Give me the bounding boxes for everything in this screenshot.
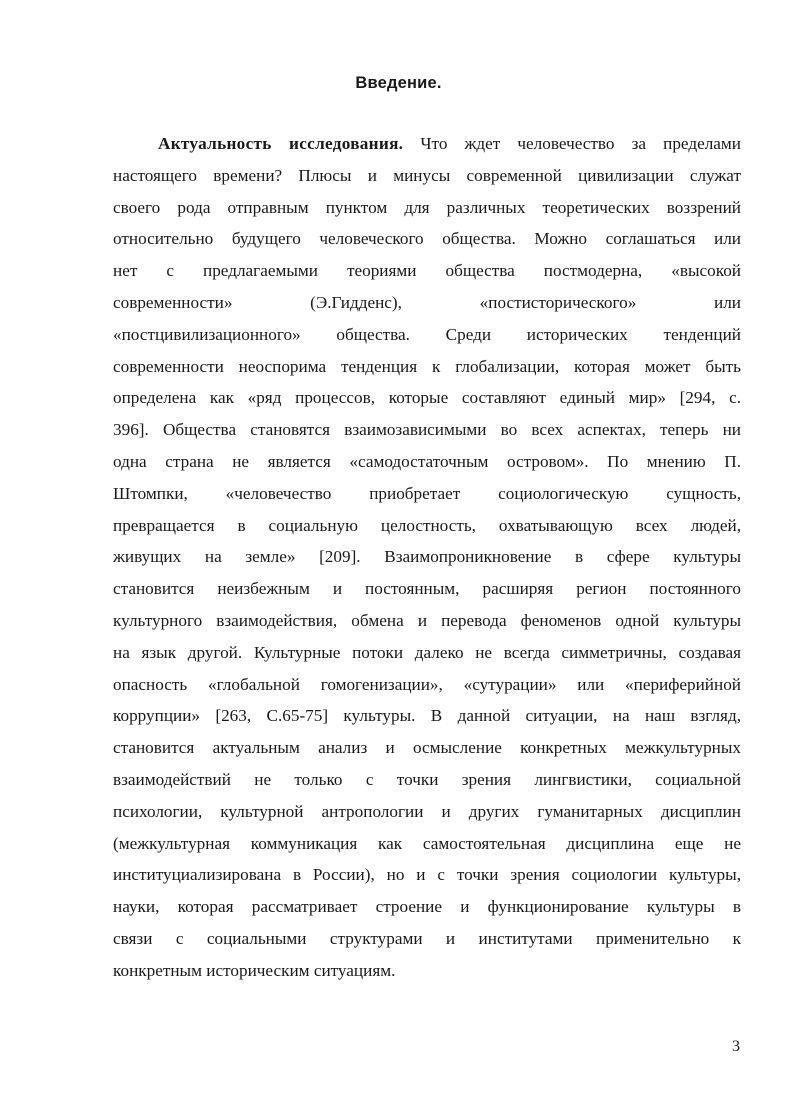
- paragraph-line: [113, 128, 741, 160]
- paragraph-line: одна страна не является «самодостаточным островом». По мнению П.: [113, 451, 741, 471]
- paragraph-line: «постцивилизационного» общества. Среди исторических тенденций: [113, 324, 741, 344]
- paragraph-line: своего рода отправным пунктом для различных теоретических воззрений: [113, 197, 741, 217]
- paragraph-line: нет с предлагаемыми теориями общества постмодерна, «высокой: [113, 261, 741, 281]
- lead-phrase: Актуальность исследования.: [158, 134, 404, 153]
- paragraph-line: становится неизбежным и постоянным, расширяя регион постоянного: [113, 579, 741, 599]
- paragraph-line: (межкультурная коммуникация как самостоятельная дисциплина еще не: [113, 833, 741, 853]
- paragraph-line: культурного взаимодействия, обмена и перевода феноменов одной культуры: [113, 610, 741, 630]
- paragraph-line: на язык другой. Культурные потоки далеко не всегда симметричны, создавая: [113, 642, 741, 662]
- paragraph-line: современности» (Э.Гидденс), «постисторического» или: [113, 292, 741, 312]
- paragraph-line: коррупции» [263, С.65-75] культуры. В данной ситуации, на наш взгляд,: [113, 706, 741, 726]
- paragraph-line: Штомпки, «человечество приобретает социологическую сущность,: [113, 483, 741, 503]
- paragraph-line: институциализирована в России), но и с точки зрения социологии культуры,: [113, 865, 741, 885]
- paragraph-line: взаимодействий не только с точки зрения лингвистики, социальной: [113, 769, 741, 789]
- intro-paragraph: [113, 128, 741, 987]
- paragraph-line: превращается в социальную целостность, охватывающую всех людей,: [113, 515, 741, 535]
- paragraph-line: настоящего времени? Плюсы и минусы современной цивилизации служат: [113, 165, 741, 185]
- paragraph-line: связи с социальными структурами и институтами применительно к: [113, 928, 741, 948]
- paragraph-line: становится актуальным анализ и осмысление конкретных межкультурных: [113, 738, 741, 758]
- paragraph-line: науки, которая рассматривает строение и функционирование культуры в: [113, 897, 741, 917]
- line-text: Что ждет человечество за пределами: [403, 134, 741, 153]
- section-heading: Введение.: [355, 74, 442, 92]
- paragraph-line: психологии, культурной антропологии и других гуманитарных дисциплин: [113, 801, 741, 821]
- paragraph-line: определена как «ряд процессов, которые составляют единый мир» [294, с.: [113, 388, 741, 408]
- paragraph-line: относительно будущего человеческого общества. Можно соглашаться или: [113, 229, 741, 249]
- paragraph-line: современности неоспорима тенденция к глобализации, которая может быть: [113, 356, 741, 376]
- page-number: 3: [732, 1038, 740, 1055]
- paragraph-line: 396]. Общества становятся взаимозависимыми во всех аспектах, теперь ни: [113, 420, 741, 440]
- paragraph-line: живущих на земле» [209]. Взаимопроникновение в сфере культуры: [113, 547, 741, 567]
- paragraph-line: конкретным историческим ситуациям.: [113, 960, 396, 980]
- paragraph-line: опасность «глобальной гомогенизации», «сутурации» или «периферийной: [113, 674, 741, 694]
